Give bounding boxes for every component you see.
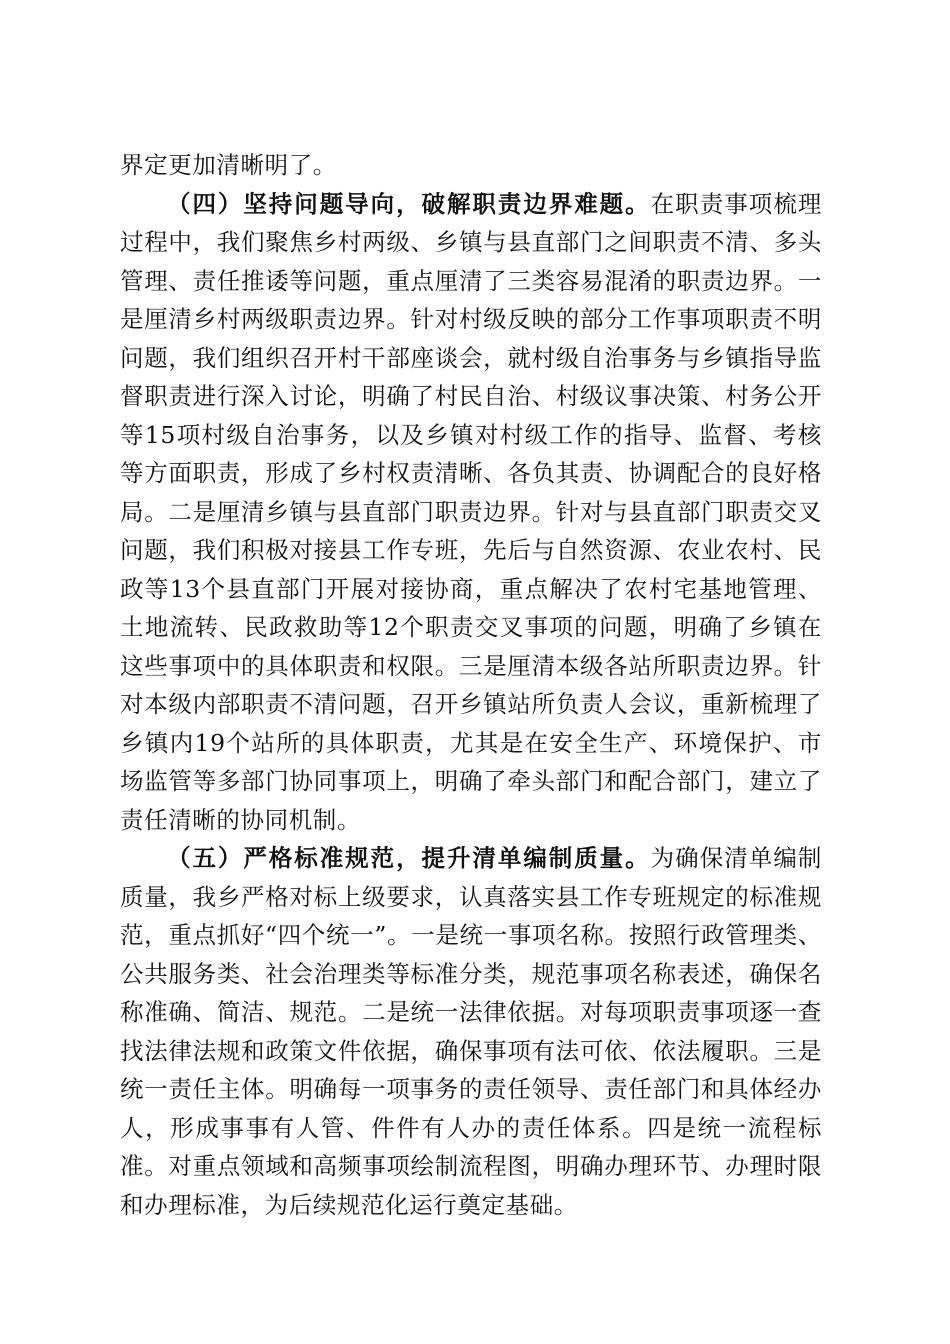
paragraph-section-4 xyxy=(120,185,822,840)
document-body xyxy=(120,146,822,1224)
section-4-heading: （四）坚持问题导向，破解职责边界难题。 xyxy=(167,189,651,218)
section-5-body: 为确保清单编制质量，我乡严格对标上级要求，认真落实县工作专班规定的标准规范，重点抓好“四个统一”。一是统一事项名称。按照行政管理类、公共服务类、社会治理类等标准分类，规范事项名称表述，确保名称准确、简洁、规范。二是统一法律依据。对每项职责事项逐一查找法律法规和政策文件依据，确保事项有法可依、依法履职。三是统一责任主体。明确每一项事务的责任领导、责任部门和具体经办人，形成事事有人管、件件有人办的责任体系。四是统一流程标准。对重点领域和高频事项绘制流程图，明确办理环节、办理时限和办理标准，为后续规范化运行奠定基础。 xyxy=(120,844,823,1219)
paragraph-section-5 xyxy=(120,839,822,1224)
section-4-body: 在职责事项梳理过程中，我们聚焦乡村两级、乡镇与县直部门之间职责不清、多头管理、责任推诿等问题，重点厘清了三类容易混淆的职责边界。一是厘清乡村两级职责边界。针对村级反映的部分工作事项职责不明问题，我们组织召开村干部座谈会，就村级自治事务与乡镇指导监督职责进行深入讨论，明确了村民自治、村级议事决策、村务公开等15项村级自治事务，以及乡镇对村级工作的指导、监督、考核等方面职责，形成了乡村权责清晰、各负其责、协调配合的良好格局。二是厘清乡镇与县直部门职责边界。针对与县直部门职责交叉问题，我们积极对接县工作专班，先后与自然资源、农业农村、民政等13个县直部门开展对接协商，重点解决了农村宅基地管理、土地流转、民政救助等12个职责交叉事项的问题，明确了乡镇在这些事项中的具体职责和权限。三是厘清本级各站所职责边界。针对本级内部职责不清问题，召开乡镇站所负责人会议，重新梳理了乡镇内19个站所的具体职责，尤其是在安全生产、环境保护、市场监管等多部门协同事项上，明确了牵头部门和配合部门，建立了责任清晰的协同机制。 xyxy=(120,189,823,834)
paragraph-continuation: 界定更加清晰明了。 xyxy=(120,151,337,179)
section-5-heading: （五）严格标准规范，提升清单编制质量。 xyxy=(167,844,651,872)
